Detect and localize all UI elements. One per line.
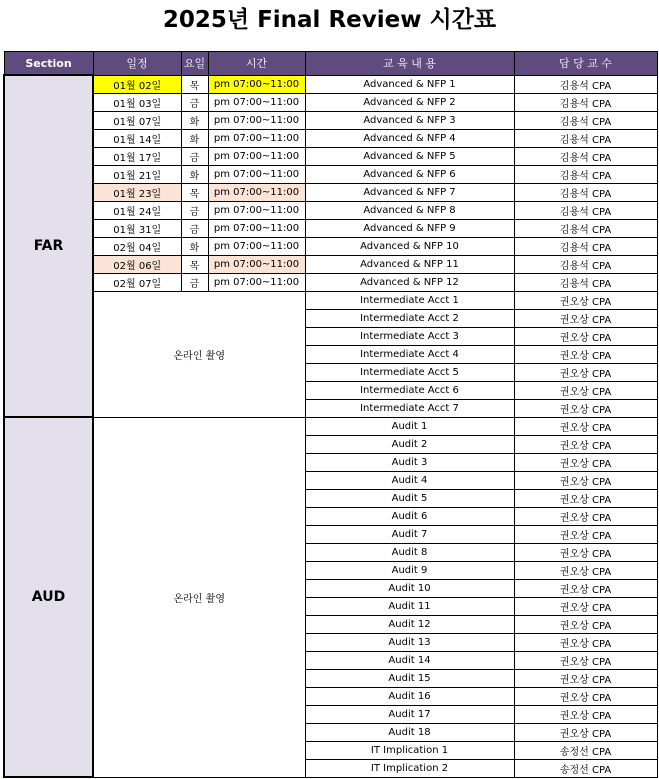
- date-cell: 01월 07일: [93, 111, 181, 129]
- subject-cell: Audit 7: [305, 525, 514, 543]
- day-cell: 금: [181, 219, 208, 237]
- time-cell: pm 07:00~11:00: [208, 183, 305, 201]
- instructor-cell: 송정선 CPA: [514, 759, 657, 777]
- subject-cell: Intermediate Acct 5: [305, 363, 514, 381]
- table-row: [4, 111, 657, 129]
- online-recording-aud: 온라인 촬영: [93, 417, 305, 777]
- subject-cell: Advanced & NFP 9: [305, 219, 514, 237]
- instructor-cell: 권오상 CPA: [514, 507, 657, 525]
- subject-cell: Audit 13: [305, 633, 514, 651]
- subject-cell: Audit 12: [305, 615, 514, 633]
- date-cell: 01월 17일: [93, 147, 181, 165]
- table-row: [4, 183, 657, 201]
- subject-cell: Audit 18: [305, 723, 514, 741]
- instructor-cell: 권오상 CPA: [514, 633, 657, 651]
- instructor-cell: 권오상 CPA: [514, 723, 657, 741]
- page-title: 2025년 Final Review 시간표: [162, 7, 497, 33]
- subject-cell: Advanced & NFP 4: [305, 129, 514, 147]
- subject-cell: Audit 2: [305, 435, 514, 453]
- time-cell: pm 07:00~11:00: [208, 273, 305, 291]
- instructor-cell: 김용석 CPA: [514, 219, 657, 237]
- date-cell: 01월 14일: [93, 129, 181, 147]
- day-cell: 목: [181, 183, 208, 201]
- day-cell: 금: [181, 273, 208, 291]
- instructor-cell: 김용석 CPA: [514, 165, 657, 183]
- instructor-cell: 김용석 CPA: [514, 111, 657, 129]
- time-cell: pm 07:00~11:00: [208, 237, 305, 255]
- instructor-cell: 권오상 CPA: [514, 543, 657, 561]
- instructor-cell: 김용석 CPA: [514, 255, 657, 273]
- time-cell: pm 07:00~11:00: [208, 201, 305, 219]
- subject-cell: Advanced & NFP 11: [305, 255, 514, 273]
- date-cell: 02월 07일: [93, 273, 181, 291]
- time-cell: pm 07:00~11:00: [208, 129, 305, 147]
- subject-cell: Advanced & NFP 7: [305, 183, 514, 201]
- table-row: [4, 129, 657, 147]
- date-cell: 01월 23일: [93, 183, 181, 201]
- instructor-cell: 권오상 CPA: [514, 615, 657, 633]
- instructor-cell: 권오상 CPA: [514, 471, 657, 489]
- subject-cell: Audit 10: [305, 579, 514, 597]
- header-instructor: 담 당 교 수: [514, 52, 657, 76]
- subject-cell: Advanced & NFP 12: [305, 273, 514, 291]
- subject-cell: Audit 9: [305, 561, 514, 579]
- subject-cell: Intermediate Acct 6: [305, 381, 514, 399]
- instructor-cell: 권오상 CPA: [514, 435, 657, 453]
- table-row: [4, 273, 657, 291]
- subject-cell: IT Implication 1: [305, 741, 514, 759]
- day-cell: 목: [181, 75, 208, 93]
- subject-cell: Advanced & NFP 5: [305, 147, 514, 165]
- table-row: [4, 291, 657, 309]
- time-cell: pm 07:00~11:00: [208, 255, 305, 273]
- instructor-cell: 권오상 CPA: [514, 489, 657, 507]
- date-cell: 01월 03일: [93, 93, 181, 111]
- table-row: [4, 201, 657, 219]
- time-cell: pm 07:00~11:00: [208, 165, 305, 183]
- schedule-body: [4, 75, 657, 777]
- day-cell: 화: [181, 111, 208, 129]
- time-cell: pm 07:00~11:00: [208, 219, 305, 237]
- date-cell: 02월 06일: [93, 255, 181, 273]
- date-cell: 01월 02일: [93, 75, 181, 93]
- subject-cell: Advanced & NFP 6: [305, 165, 514, 183]
- online-recording-far: 온라인 촬영: [93, 291, 305, 417]
- instructor-cell: 권오상 CPA: [514, 453, 657, 471]
- table-row: [4, 417, 657, 435]
- header-time: 시간: [208, 52, 305, 76]
- subject-cell: Advanced & NFP 3: [305, 111, 514, 129]
- table-row: [4, 237, 657, 255]
- instructor-cell: 권오상 CPA: [514, 363, 657, 381]
- instructor-cell: 권오상 CPA: [514, 669, 657, 687]
- table-row: [4, 93, 657, 111]
- instructor-cell: 권오상 CPA: [514, 525, 657, 543]
- subject-cell: Advanced & NFP 8: [305, 201, 514, 219]
- instructor-cell: 권오상 CPA: [514, 705, 657, 723]
- header-section: Section: [4, 52, 93, 76]
- subject-cell: Intermediate Acct 2: [305, 309, 514, 327]
- subject-cell: Audit 16: [305, 687, 514, 705]
- day-cell: 금: [181, 93, 208, 111]
- subject-cell: Advanced & NFP 10: [305, 237, 514, 255]
- day-cell: 금: [181, 201, 208, 219]
- instructor-cell: 김용석 CPA: [514, 129, 657, 147]
- header-row: [4, 52, 657, 76]
- subject-cell: Audit 11: [305, 597, 514, 615]
- date-cell: 01월 24일: [93, 201, 181, 219]
- day-cell: 목: [181, 255, 208, 273]
- time-cell: pm 07:00~11:00: [208, 75, 305, 93]
- day-cell: 금: [181, 147, 208, 165]
- section-aud: AUD: [4, 417, 93, 777]
- subject-cell: Audit 1: [305, 417, 514, 435]
- instructor-cell: 권오상 CPA: [514, 597, 657, 615]
- subject-cell: Audit 17: [305, 705, 514, 723]
- instructor-cell: 김용석 CPA: [514, 93, 657, 111]
- subject-cell: Advanced & NFP 2: [305, 93, 514, 111]
- header-day: 요일: [181, 52, 208, 76]
- time-cell: pm 07:00~11:00: [208, 111, 305, 129]
- date-cell: 01월 21일: [93, 165, 181, 183]
- subject-cell: Intermediate Acct 1: [305, 291, 514, 309]
- instructor-cell: 권오상 CPA: [514, 561, 657, 579]
- subject-cell: Audit 8: [305, 543, 514, 561]
- subject-cell: IT Implication 2: [305, 759, 514, 777]
- instructor-cell: 권오상 CPA: [514, 399, 657, 417]
- table-row: [4, 147, 657, 165]
- date-cell: 01월 31일: [93, 219, 181, 237]
- time-cell: pm 07:00~11:00: [208, 93, 305, 111]
- instructor-cell: 권오상 CPA: [514, 417, 657, 435]
- instructor-cell: 권오상 CPA: [514, 327, 657, 345]
- instructor-cell: 김용석 CPA: [514, 201, 657, 219]
- instructor-cell: 권오상 CPA: [514, 687, 657, 705]
- instructor-cell: 김용석 CPA: [514, 147, 657, 165]
- subject-cell: Intermediate Acct 7: [305, 399, 514, 417]
- table-row: [4, 75, 657, 93]
- instructor-cell: 김용석 CPA: [514, 237, 657, 255]
- header-subject: 교 육 내 용: [305, 52, 514, 76]
- instructor-cell: 권오상 CPA: [514, 291, 657, 309]
- instructor-cell: 김용석 CPA: [514, 273, 657, 291]
- day-cell: 화: [181, 237, 208, 255]
- subject-cell: Audit 14: [305, 651, 514, 669]
- instructor-cell: 김용석 CPA: [514, 183, 657, 201]
- table-row: [4, 255, 657, 273]
- subject-cell: Intermediate Acct 4: [305, 345, 514, 363]
- instructor-cell: 권오상 CPA: [514, 345, 657, 363]
- date-cell: 02월 04일: [93, 237, 181, 255]
- instructor-cell: 권오상 CPA: [514, 381, 657, 399]
- subject-cell: Audit 6: [305, 507, 514, 525]
- subject-cell: Audit 5: [305, 489, 514, 507]
- instructor-cell: 송정선 CPA: [514, 741, 657, 759]
- day-cell: 화: [181, 129, 208, 147]
- subject-cell: Audit 15: [305, 669, 514, 687]
- header-date: 일정: [93, 52, 181, 76]
- instructor-cell: 권오상 CPA: [514, 309, 657, 327]
- subject-cell: Intermediate Acct 3: [305, 327, 514, 345]
- table-row: [4, 165, 657, 183]
- subject-cell: Audit 3: [305, 453, 514, 471]
- time-cell: pm 07:00~11:00: [208, 147, 305, 165]
- subject-cell: Audit 4: [305, 471, 514, 489]
- subject-cell: Advanced & NFP 1: [305, 75, 514, 93]
- table-row: [4, 219, 657, 237]
- schedule-table: [3, 51, 658, 778]
- section-far: FAR: [4, 75, 93, 417]
- day-cell: 화: [181, 165, 208, 183]
- instructor-cell: 권오상 CPA: [514, 579, 657, 597]
- instructor-cell: 김용석 CPA: [514, 75, 657, 93]
- instructor-cell: 권오상 CPA: [514, 651, 657, 669]
